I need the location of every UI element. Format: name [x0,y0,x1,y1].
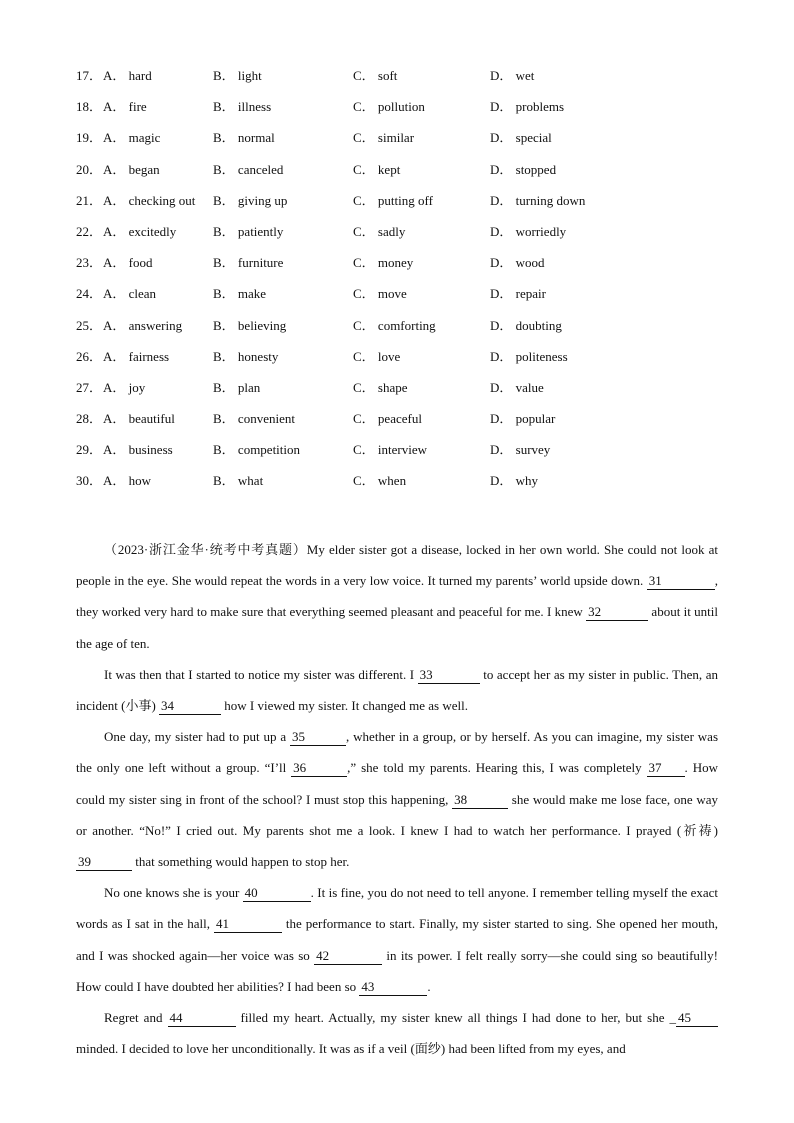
option-a[interactable]: A． excitedly [103,223,177,239]
question-23 [76,253,736,284]
option-a[interactable]: A． magic [103,130,161,146]
question-number: 20． [76,161,103,177]
question-29 [76,440,736,471]
passage-text: filled my heart. Actually, my sister knew all things I had done to her, but she _ [235,1010,677,1026]
blank-40[interactable]: 40 [243,885,311,902]
question-17 [76,66,736,97]
question-number: 19． [76,130,103,146]
question-18 [76,97,736,128]
option-b[interactable]: B． patiently [213,223,284,239]
option-b[interactable]: B． what [213,473,264,489]
passage-text: . How could my sister sing in front of the school? I must stop this happening, [76,760,718,807]
question-27 [76,378,736,409]
passage-text: My elder sister got a disease, locked in her own world. She could not look at people in the eye. She would repeat the words in a very low voice. It turned my parents’ world upside down. [76,542,718,589]
option-d[interactable]: D． stopped [490,161,557,177]
option-c[interactable]: C． when [353,473,407,489]
option-a[interactable]: A． checking out [103,192,196,208]
option-a[interactable]: A． began [103,161,160,177]
option-d[interactable]: D． repair [490,286,546,302]
option-a[interactable]: A． food [103,255,153,271]
question-number: 22． [76,223,103,239]
passage-text: how I viewed my sister. It changed me as well. [221,698,468,714]
passage-text: Regret and [104,1010,168,1026]
option-b[interactable]: B． illness [213,99,272,115]
question-number: 18． [76,99,103,115]
blank-38[interactable]: 38 [452,792,508,809]
blank-33[interactable]: 33 [418,667,480,684]
option-a[interactable]: A． fire [103,99,147,115]
blank-32[interactable]: 32 [586,604,648,621]
option-b[interactable]: B． canceled [213,161,284,177]
option-d[interactable]: D． survey [490,442,551,458]
question-number: 24． [76,286,103,302]
question-26 [76,347,736,378]
blank-42[interactable]: 42 [314,948,382,965]
question-number: 26． [76,348,103,364]
passage-text: , whether in a group, or by herself. As you can imagine, my sister was the only one left without a group. “I’ll [76,729,719,776]
passage-text: One day, my sister had to put up a [104,729,291,745]
passage-text: the performance to start. Finally, my sister started to sing. She opened her mouth, and I was shocked again—her voice was so [76,916,718,963]
blank-43[interactable]: 43 [359,979,427,996]
question-20 [76,160,736,191]
option-d[interactable]: D． special [490,130,552,146]
passage-paragraph-1 [76,534,718,659]
option-d[interactable]: D． politeness [490,348,568,364]
blank-31[interactable]: 31 [647,573,715,590]
blank-39[interactable]: 39 [76,854,132,871]
blank-45[interactable]: 45 [676,1010,718,1027]
passage-text: in its power. I felt really sorry—she could sing so beautifully! How could I have doubted her abilities? I had been so [76,947,718,994]
question-19 [76,128,736,159]
question-number: 17． [76,68,103,83]
option-d[interactable]: D． worriedly [490,223,567,239]
option-c[interactable]: C． peaceful [353,411,422,427]
question-number: 29． [76,442,103,458]
option-c[interactable]: C． love [353,348,401,364]
passage-paragraph-3 [76,721,718,877]
passage-text: ,” she told my parents. Hearing this, I was completely [347,760,647,776]
blank-37[interactable]: 37 [647,760,685,777]
passage-source: （2023·浙江金华·统考中考真题） [104,542,307,557]
passage-text: . [427,978,431,994]
option-a[interactable]: A． beautiful [103,411,175,427]
question-number: 30． [76,473,103,489]
option-d[interactable]: D． value [490,379,544,395]
option-d[interactable]: D． problems [490,99,565,115]
cloze-passage [76,534,718,1064]
option-a[interactable]: A． clean [103,286,157,302]
option-c[interactable]: C． similar [353,130,415,146]
question-30 [76,471,736,502]
passage-text: . It is fine, you do not need to tell anyone. I remember telling myself the exact words as I sat in the hall, [76,885,719,932]
option-b[interactable]: B． light [213,68,262,83]
option-b[interactable]: B． giving up [213,192,288,208]
option-d[interactable]: D． wet [490,68,535,83]
question-number: 23． [76,255,103,271]
option-d[interactable]: D． popular [490,411,556,427]
option-b[interactable]: B． honesty [213,348,279,364]
option-c[interactable]: C． comforting [353,317,436,333]
answer-options [76,66,736,503]
option-c[interactable]: C． soft [353,68,398,83]
option-b[interactable]: B． believing [213,317,287,333]
option-b[interactable]: B． furniture [213,255,284,271]
passage-paragraph-5 [76,1002,718,1064]
passage-text: It was then that I started to notice my sister was different. I [104,666,418,682]
blank-34[interactable]: 34 [159,698,221,715]
option-c[interactable]: C． money [353,255,414,271]
question-number: 28． [76,411,103,427]
option-c[interactable]: C． shape [353,379,408,395]
question-28 [76,409,736,440]
passage-text: about it until the age of ten. [76,604,718,651]
option-d[interactable]: D． wood [490,255,545,271]
blank-41[interactable]: 41 [214,916,282,933]
question-21 [76,191,736,222]
question-24 [76,284,736,315]
passage-text: , they worked very hard to make sure that everything seemed pleasant and peaceful for me. I knew [76,573,718,620]
option-c[interactable]: C． putting off [353,192,433,208]
question-number: 27． [76,379,103,395]
passage-text: that something would happen to stop her. [132,854,350,870]
option-c[interactable]: C． move [353,286,407,302]
option-b[interactable]: B． convenient [213,411,295,427]
passage-paragraph-2 [76,659,718,721]
option-b[interactable]: B． normal [213,130,275,146]
passage-paragraph-4 [76,877,718,1002]
passage-text: to accept her as my sister in public. Then, an incident (小事) [76,666,718,714]
option-c[interactable]: C． sadly [353,223,406,239]
passage-text: minded. I decided to love her unconditionally. It was as if a veil (面纱) had been lifted from my eyes, and [76,1041,626,1057]
question-22 [76,222,736,253]
blank-44[interactable]: 44 [168,1010,236,1027]
option-b[interactable]: B． make [213,286,267,302]
option-d[interactable]: D． why [490,473,539,489]
option-a[interactable]: A． joy [103,379,146,395]
option-a[interactable]: A． how [103,473,152,489]
blank-35[interactable]: 35 [290,729,346,746]
option-a[interactable]: A． answering [103,317,183,333]
option-d[interactable]: D． doubting [490,317,562,333]
option-d[interactable]: D． turning down [490,192,586,208]
option-a[interactable]: A． fairness [103,348,170,364]
option-c[interactable]: C． interview [353,442,428,458]
passage-text: No one knows she is your [104,885,243,901]
option-b[interactable]: B． competition [213,442,301,458]
option-a[interactable]: A． hard [103,68,152,83]
blank-36[interactable]: 36 [291,760,347,777]
question-number: 21． [76,192,103,208]
option-c[interactable]: C． kept [353,161,401,177]
passage-text: she would make me lose face, one way or another. “No!” I cried out. My parents shot me a look. I knew I had to watch her performance. I prayed (祈祷) [76,791,718,838]
question-25 [76,316,736,347]
option-a[interactable]: A． business [103,442,173,458]
question-number: 25． [76,317,103,333]
option-c[interactable]: C． pollution [353,99,425,115]
option-b[interactable]: B． plan [213,379,261,395]
